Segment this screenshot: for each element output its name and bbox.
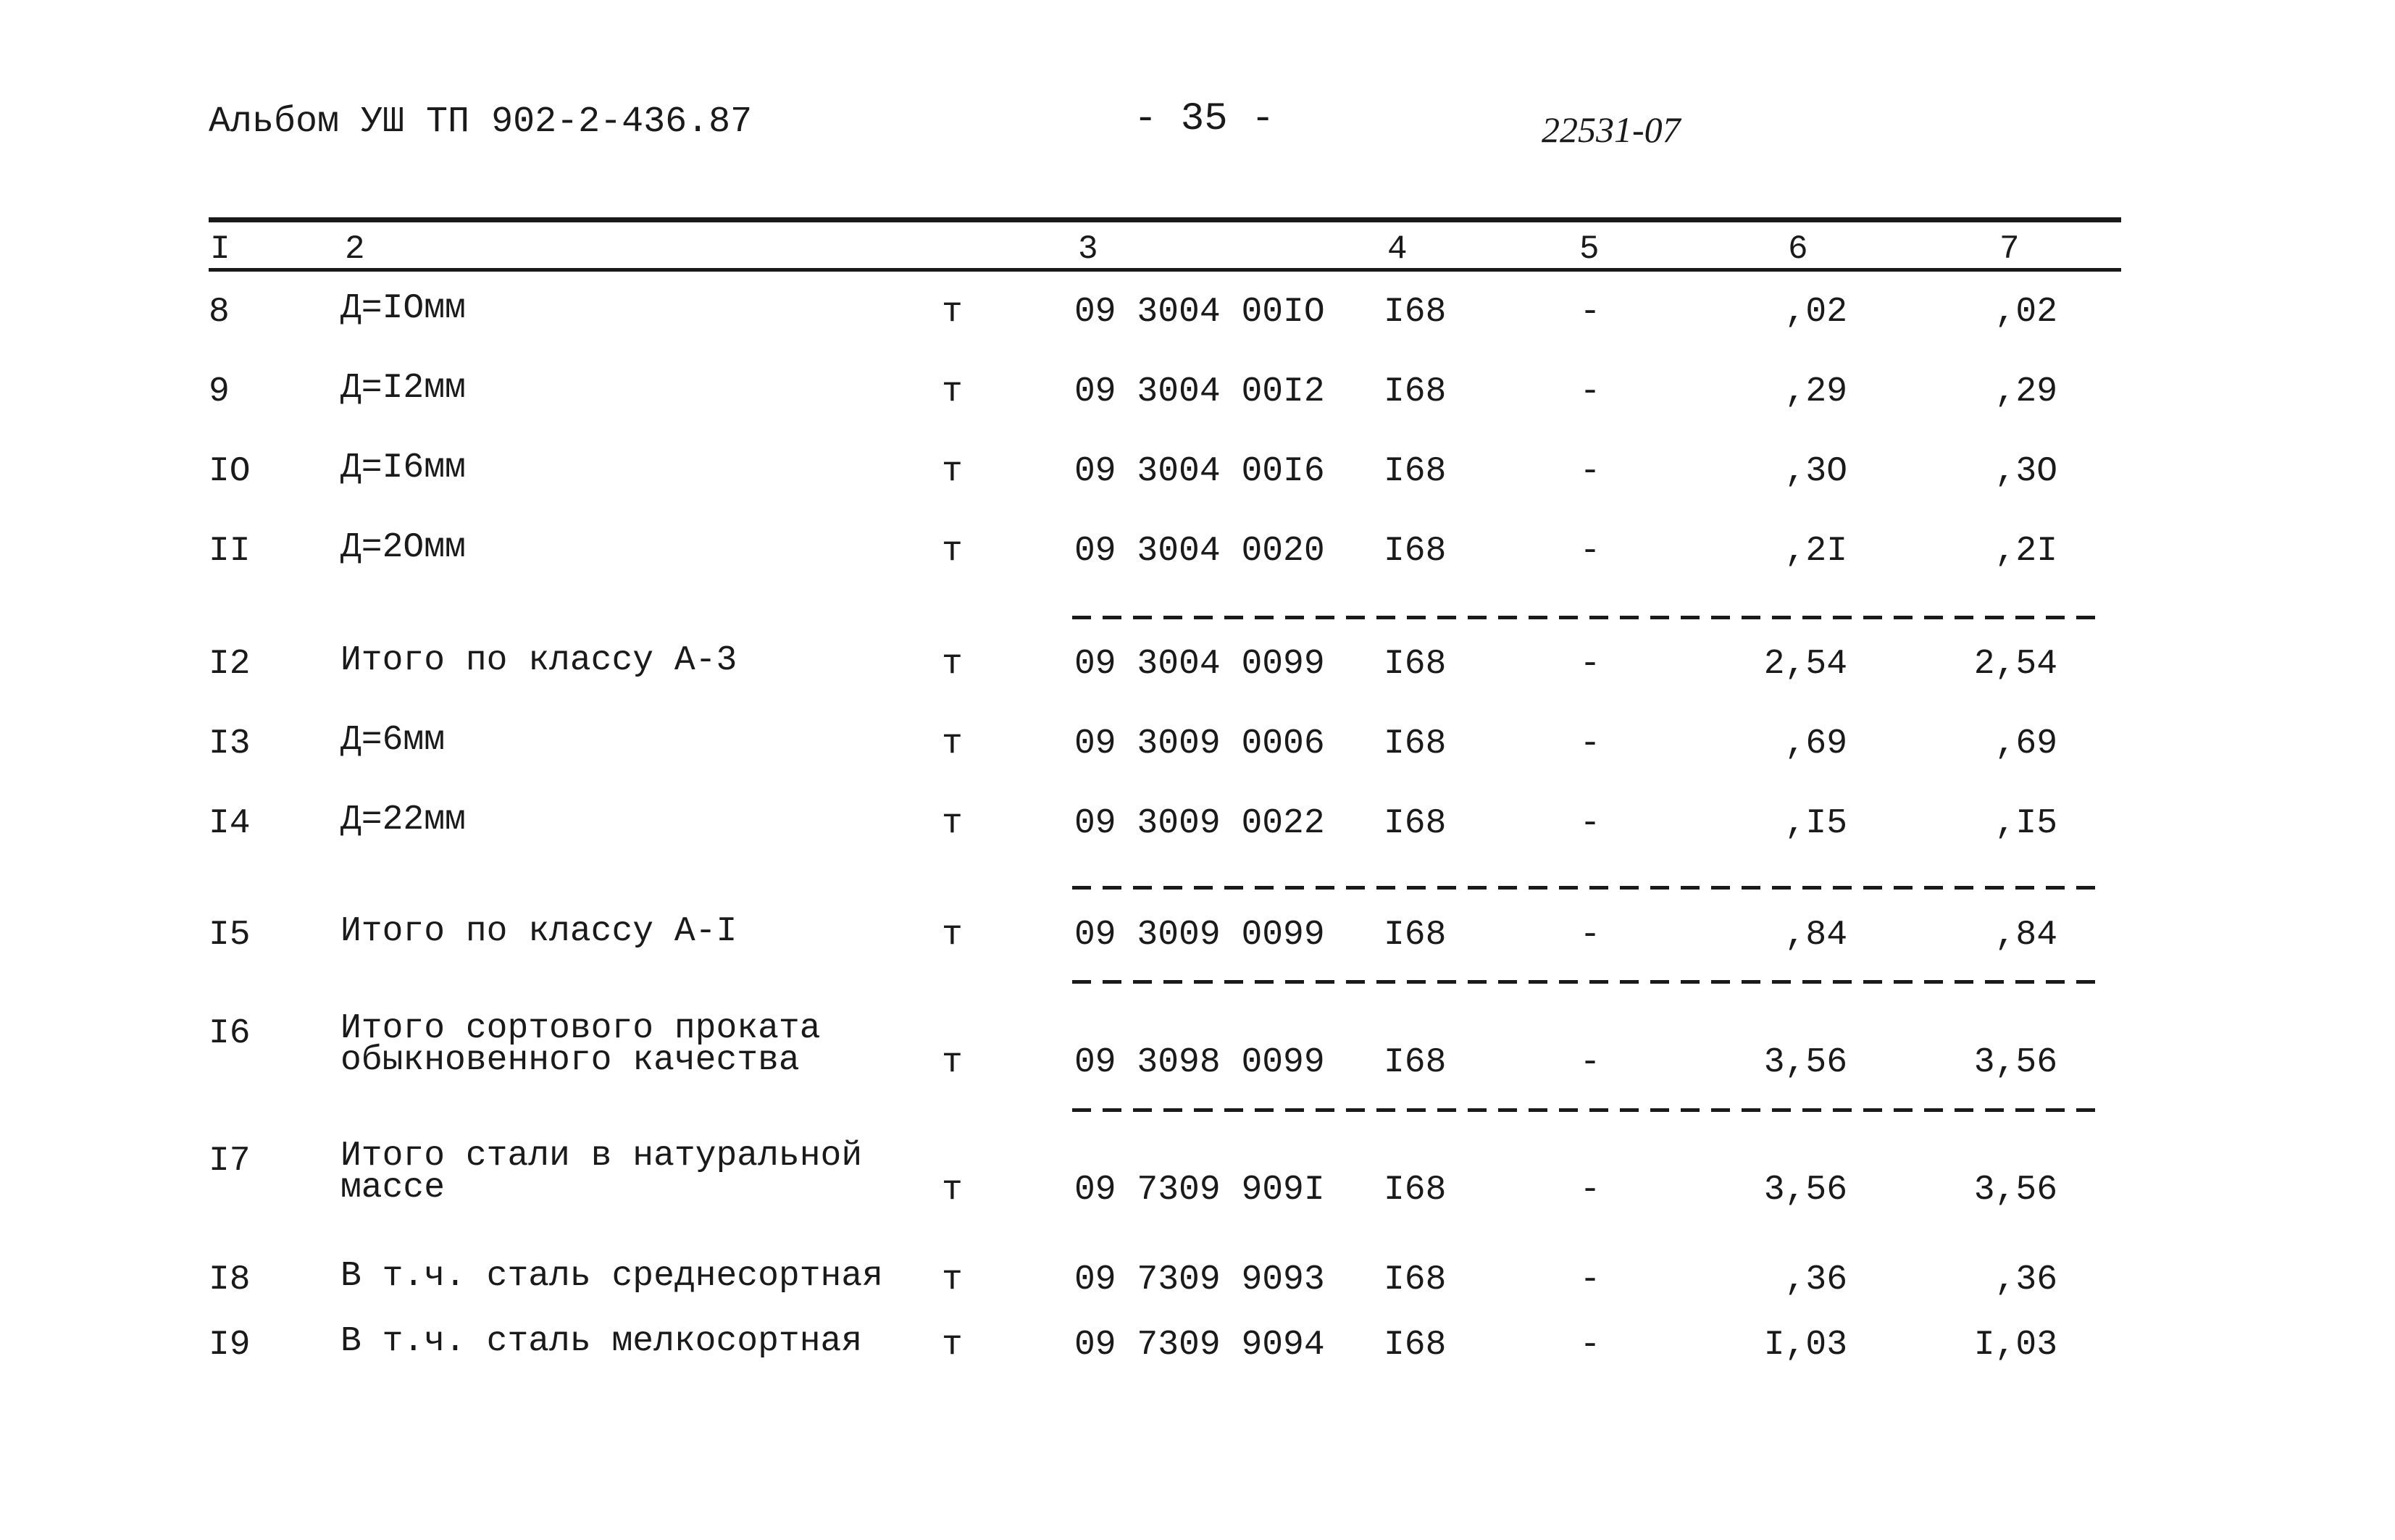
row-col6: ,29: [1784, 372, 1847, 411]
row-col5: -: [1579, 804, 1601, 843]
row-name-line: Итого сортового проката: [340, 1009, 821, 1048]
row-col7: 3,56: [1973, 1043, 2057, 1082]
row-col5: -: [1579, 293, 1601, 332]
row-name-line: В т.ч. сталь среднесортная: [340, 1257, 883, 1296]
row-code: 09 7309 9094: [1074, 1326, 1325, 1365]
row-unit: т: [942, 1171, 963, 1210]
row-col6: ,2I: [1784, 532, 1847, 571]
row-col6: ,3O: [1784, 452, 1847, 491]
row-col6: ,02: [1784, 293, 1847, 332]
row-name-line: обыкновенного качества: [340, 1041, 800, 1080]
row-number: I2: [209, 645, 251, 684]
row-col6: ,36: [1784, 1260, 1847, 1300]
row-name-line: массе: [340, 1168, 446, 1208]
row-code: 09 3098 0099: [1074, 1043, 1325, 1082]
row-col4: I68: [1384, 1326, 1447, 1365]
row-name: [340, 1137, 863, 1208]
row-unit: т: [942, 1326, 963, 1365]
row-number: IO: [209, 452, 251, 491]
row-number: I7: [209, 1142, 251, 1181]
row-name: [340, 721, 446, 760]
row-col6: 3,56: [1763, 1171, 1847, 1210]
row-col7: ,02: [1994, 293, 2057, 332]
table-top-rule: [209, 217, 2121, 222]
row-col5: -: [1579, 532, 1601, 571]
row-name: [340, 448, 466, 487]
row-col4: I68: [1384, 293, 1447, 332]
column-header-6: 6: [1788, 230, 1808, 268]
row-col6: ,69: [1784, 724, 1847, 763]
row-name: [340, 641, 737, 680]
row-col4: I68: [1384, 645, 1447, 684]
row-col6: ,I5: [1784, 804, 1847, 843]
row-col7: 3,56: [1973, 1171, 2057, 1210]
row-name-line: Итого по классу А-I: [340, 912, 737, 951]
row-number: II: [209, 532, 251, 571]
row-number: 9: [209, 372, 230, 411]
row-name-line: Итого по классу А-3: [340, 641, 737, 680]
row-col5: -: [1579, 1260, 1601, 1300]
row-code: 09 3009 0022: [1074, 804, 1325, 843]
row-col7: ,36: [1994, 1260, 2057, 1300]
table-header-rule: [209, 268, 2121, 272]
row-name: [340, 289, 466, 328]
row-number: I6: [209, 1014, 251, 1053]
row-col6: 2,54: [1763, 645, 1847, 684]
row-number: I8: [209, 1260, 251, 1300]
row-unit: т: [942, 532, 963, 571]
column-header-5: 5: [1579, 230, 1600, 268]
row-col5: -: [1579, 645, 1601, 684]
row-name-line: Д=I6мм: [340, 448, 466, 487]
row-col7: 2,54: [1973, 645, 2057, 684]
column-header-2: 2: [345, 230, 365, 268]
row-code: 09 3004 00I2: [1074, 372, 1325, 411]
row-col5: -: [1579, 452, 1601, 491]
row-name-line: Итого стали в натуральной: [340, 1137, 863, 1176]
dashed-separator: [1072, 1108, 2101, 1112]
row-number: I9: [209, 1326, 251, 1365]
row-code: 09 3004 00IO: [1074, 293, 1325, 332]
row-col7: ,2I: [1994, 532, 2057, 571]
row-col5: -: [1579, 1043, 1601, 1082]
row-name: [340, 528, 466, 567]
row-col5: -: [1579, 724, 1601, 763]
row-number: 8: [209, 293, 230, 332]
row-number: I4: [209, 804, 251, 843]
row-col4: I68: [1384, 532, 1447, 571]
row-col4: I68: [1384, 724, 1447, 763]
row-name-line: Д=22мм: [340, 800, 466, 840]
row-name: [340, 1322, 863, 1361]
dashed-separator: [1072, 980, 2101, 984]
row-col4: I68: [1384, 372, 1447, 411]
row-col6: 3,56: [1763, 1043, 1847, 1082]
document-number: 22531-07: [1542, 109, 1681, 150]
row-col7: ,3O: [1994, 452, 2057, 491]
row-col4: I68: [1384, 916, 1447, 955]
row-code: 09 7309 909I: [1074, 1171, 1325, 1210]
row-name-line: Д=IOмм: [340, 289, 466, 328]
dashed-separator: [1072, 886, 2101, 890]
row-col5: -: [1579, 916, 1601, 955]
row-col4: I68: [1384, 1043, 1447, 1082]
row-name-line: В т.ч. сталь мелкосортная: [340, 1322, 863, 1361]
row-col7: ,69: [1994, 724, 2057, 763]
album-title: Альбом УШ ТП 902-2-436.87: [209, 101, 753, 143]
row-col7: ,29: [1994, 372, 2057, 411]
row-unit: т: [942, 724, 963, 763]
row-col6: I,03: [1763, 1326, 1847, 1365]
row-col5: -: [1579, 372, 1601, 411]
row-unit: т: [942, 1043, 963, 1082]
row-col5: -: [1579, 1171, 1601, 1210]
row-name: [340, 800, 466, 840]
column-header-3: 3: [1078, 230, 1098, 268]
column-header-1: I: [210, 230, 230, 268]
row-code: 09 3009 0006: [1074, 724, 1325, 763]
row-col4: I68: [1384, 1260, 1447, 1300]
row-unit: т: [942, 645, 963, 684]
row-unit: т: [942, 293, 963, 332]
row-unit: т: [942, 1260, 963, 1300]
row-unit: т: [942, 372, 963, 411]
row-code: 09 3004 00I6: [1074, 452, 1325, 491]
row-name-line: Д=I2мм: [340, 369, 466, 408]
row-number: I3: [209, 724, 251, 763]
row-code: 09 3009 0099: [1074, 916, 1325, 955]
row-col5: -: [1579, 1326, 1601, 1365]
dashed-separator: [1072, 616, 2101, 619]
row-number: I5: [209, 916, 251, 955]
row-col4: I68: [1384, 804, 1447, 843]
row-unit: т: [942, 916, 963, 955]
row-name: [340, 1257, 883, 1296]
row-code: 09 3004 0099: [1074, 645, 1325, 684]
row-col4: I68: [1384, 1171, 1447, 1210]
row-unit: т: [942, 804, 963, 843]
column-header-4: 4: [1387, 230, 1408, 268]
page-number: - 35 -: [1134, 97, 1275, 141]
column-header-7: 7: [1999, 230, 2020, 268]
row-col7: ,I5: [1994, 804, 2057, 843]
row-col4: I68: [1384, 452, 1447, 491]
row-col7: ,84: [1994, 916, 2057, 955]
row-col6: ,84: [1784, 916, 1847, 955]
row-name-line: Д=2Oмм: [340, 528, 466, 567]
row-col7: I,03: [1973, 1326, 2057, 1365]
row-unit: т: [942, 452, 963, 491]
row-code: 09 3004 0020: [1074, 532, 1325, 571]
row-name: [340, 1009, 821, 1080]
row-name-line: Д=6мм: [340, 721, 446, 760]
row-code: 09 7309 9093: [1074, 1260, 1325, 1300]
row-name: [340, 369, 466, 408]
row-name: [340, 912, 737, 951]
